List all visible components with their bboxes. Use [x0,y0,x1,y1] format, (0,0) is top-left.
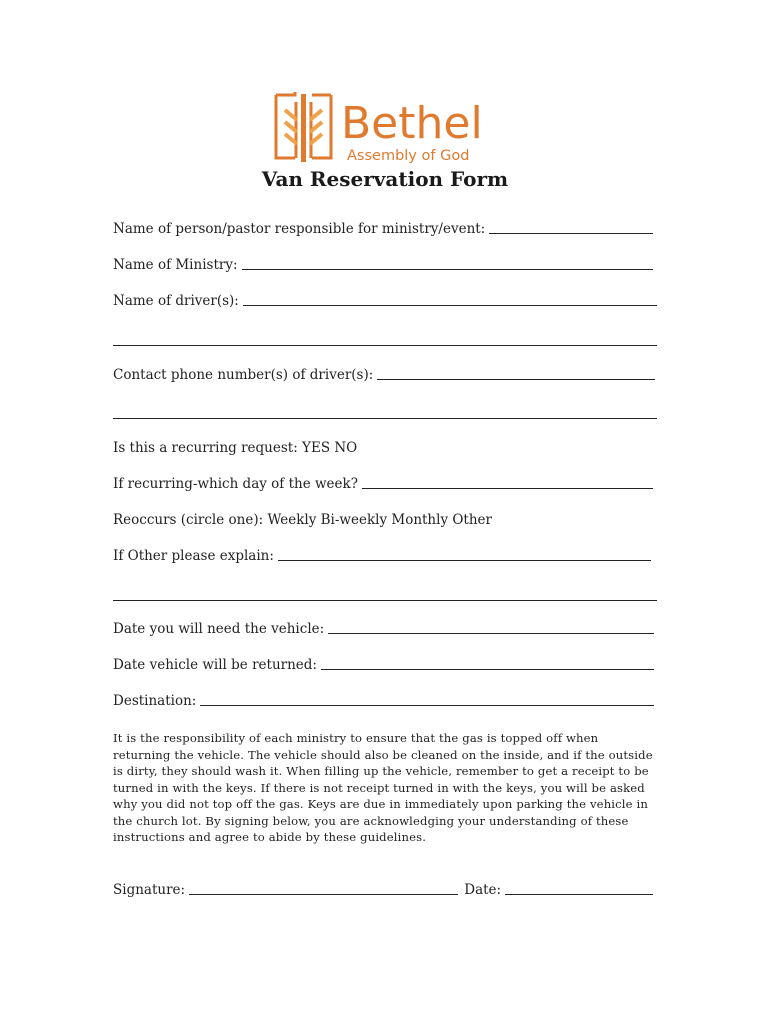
ministry-field[interactable] [113,257,653,273]
other-explain-extra-line[interactable] [113,600,657,601]
drivers-line[interactable] [243,304,657,306]
drivers-label: Name of driver(s): [113,293,239,309]
wheat-cross-icon [276,92,331,162]
destination-label: Destination: [113,693,197,709]
contact-label: Contact phone number(s) of driver(s): [113,367,374,383]
contact-field[interactable] [113,367,655,383]
other-explain-label: If Other please explain: [113,548,274,564]
logo-tagline: Assembly of God [347,148,470,164]
instructions-paragraph: It is the responsibility of each ministry to ensure that the gas is topped off when returning the vehicle. The vehicle should also be cleaned on the inside, and if the outside is dirty, they should wash it. When filling up the vehicle, remember to get a receipt to be turned in with the keys. If there is not receipt turned in with the keys, you will be asked why you did not top off the gas. Keys are due in immediately upon parking the vehicle in the church lot. By signing below, you are acknowledging your understanding of these instructions and agree to abide by these guidelines. [113,731,653,844]
bethel-logo [273,92,503,166]
date-need-line[interactable] [328,632,654,634]
date-need-field[interactable] [113,621,654,637]
responsible-line[interactable] [489,232,653,234]
form-title: Van Reservation Form [261,167,509,191]
day-of-week-field[interactable] [113,476,653,492]
contact-extra-line[interactable] [113,418,657,419]
other-explain-field[interactable] [113,548,651,564]
ministry-label: Name of Ministry: [113,257,238,273]
signature-label: Signature: [113,882,186,898]
date-line[interactable] [505,894,653,895]
date-return-line[interactable] [321,668,654,670]
day-of-week-line[interactable] [362,487,653,489]
date-need-label: Date you will need the vehicle: [113,621,325,637]
date-label: Date: [464,882,502,898]
responsible-field[interactable] [113,221,653,237]
reoccurs-options[interactable]: Reoccurs (circle one): Weekly Bi-weekly Monthly Other [113,512,492,528]
responsible-label: Name of person/pastor responsible for ministry/event: [113,221,486,237]
drivers-field[interactable] [113,293,657,309]
date-return-label: Date vehicle will be returned: [113,657,317,673]
day-of-week-label: If recurring-which day of the week? [113,476,358,492]
signature-line[interactable] [189,894,458,895]
other-explain-line[interactable] [278,559,651,561]
destination-line[interactable] [200,704,654,706]
date-return-field[interactable] [113,657,654,673]
signature-row [113,882,653,898]
destination-field[interactable] [113,693,654,709]
contact-line[interactable] [377,378,655,380]
logo-name: Bethel [341,98,483,149]
drivers-extra-line[interactable] [113,345,657,346]
recurring-question[interactable]: Is this a recurring request: YES NO [113,440,358,456]
ministry-line[interactable] [242,268,654,270]
